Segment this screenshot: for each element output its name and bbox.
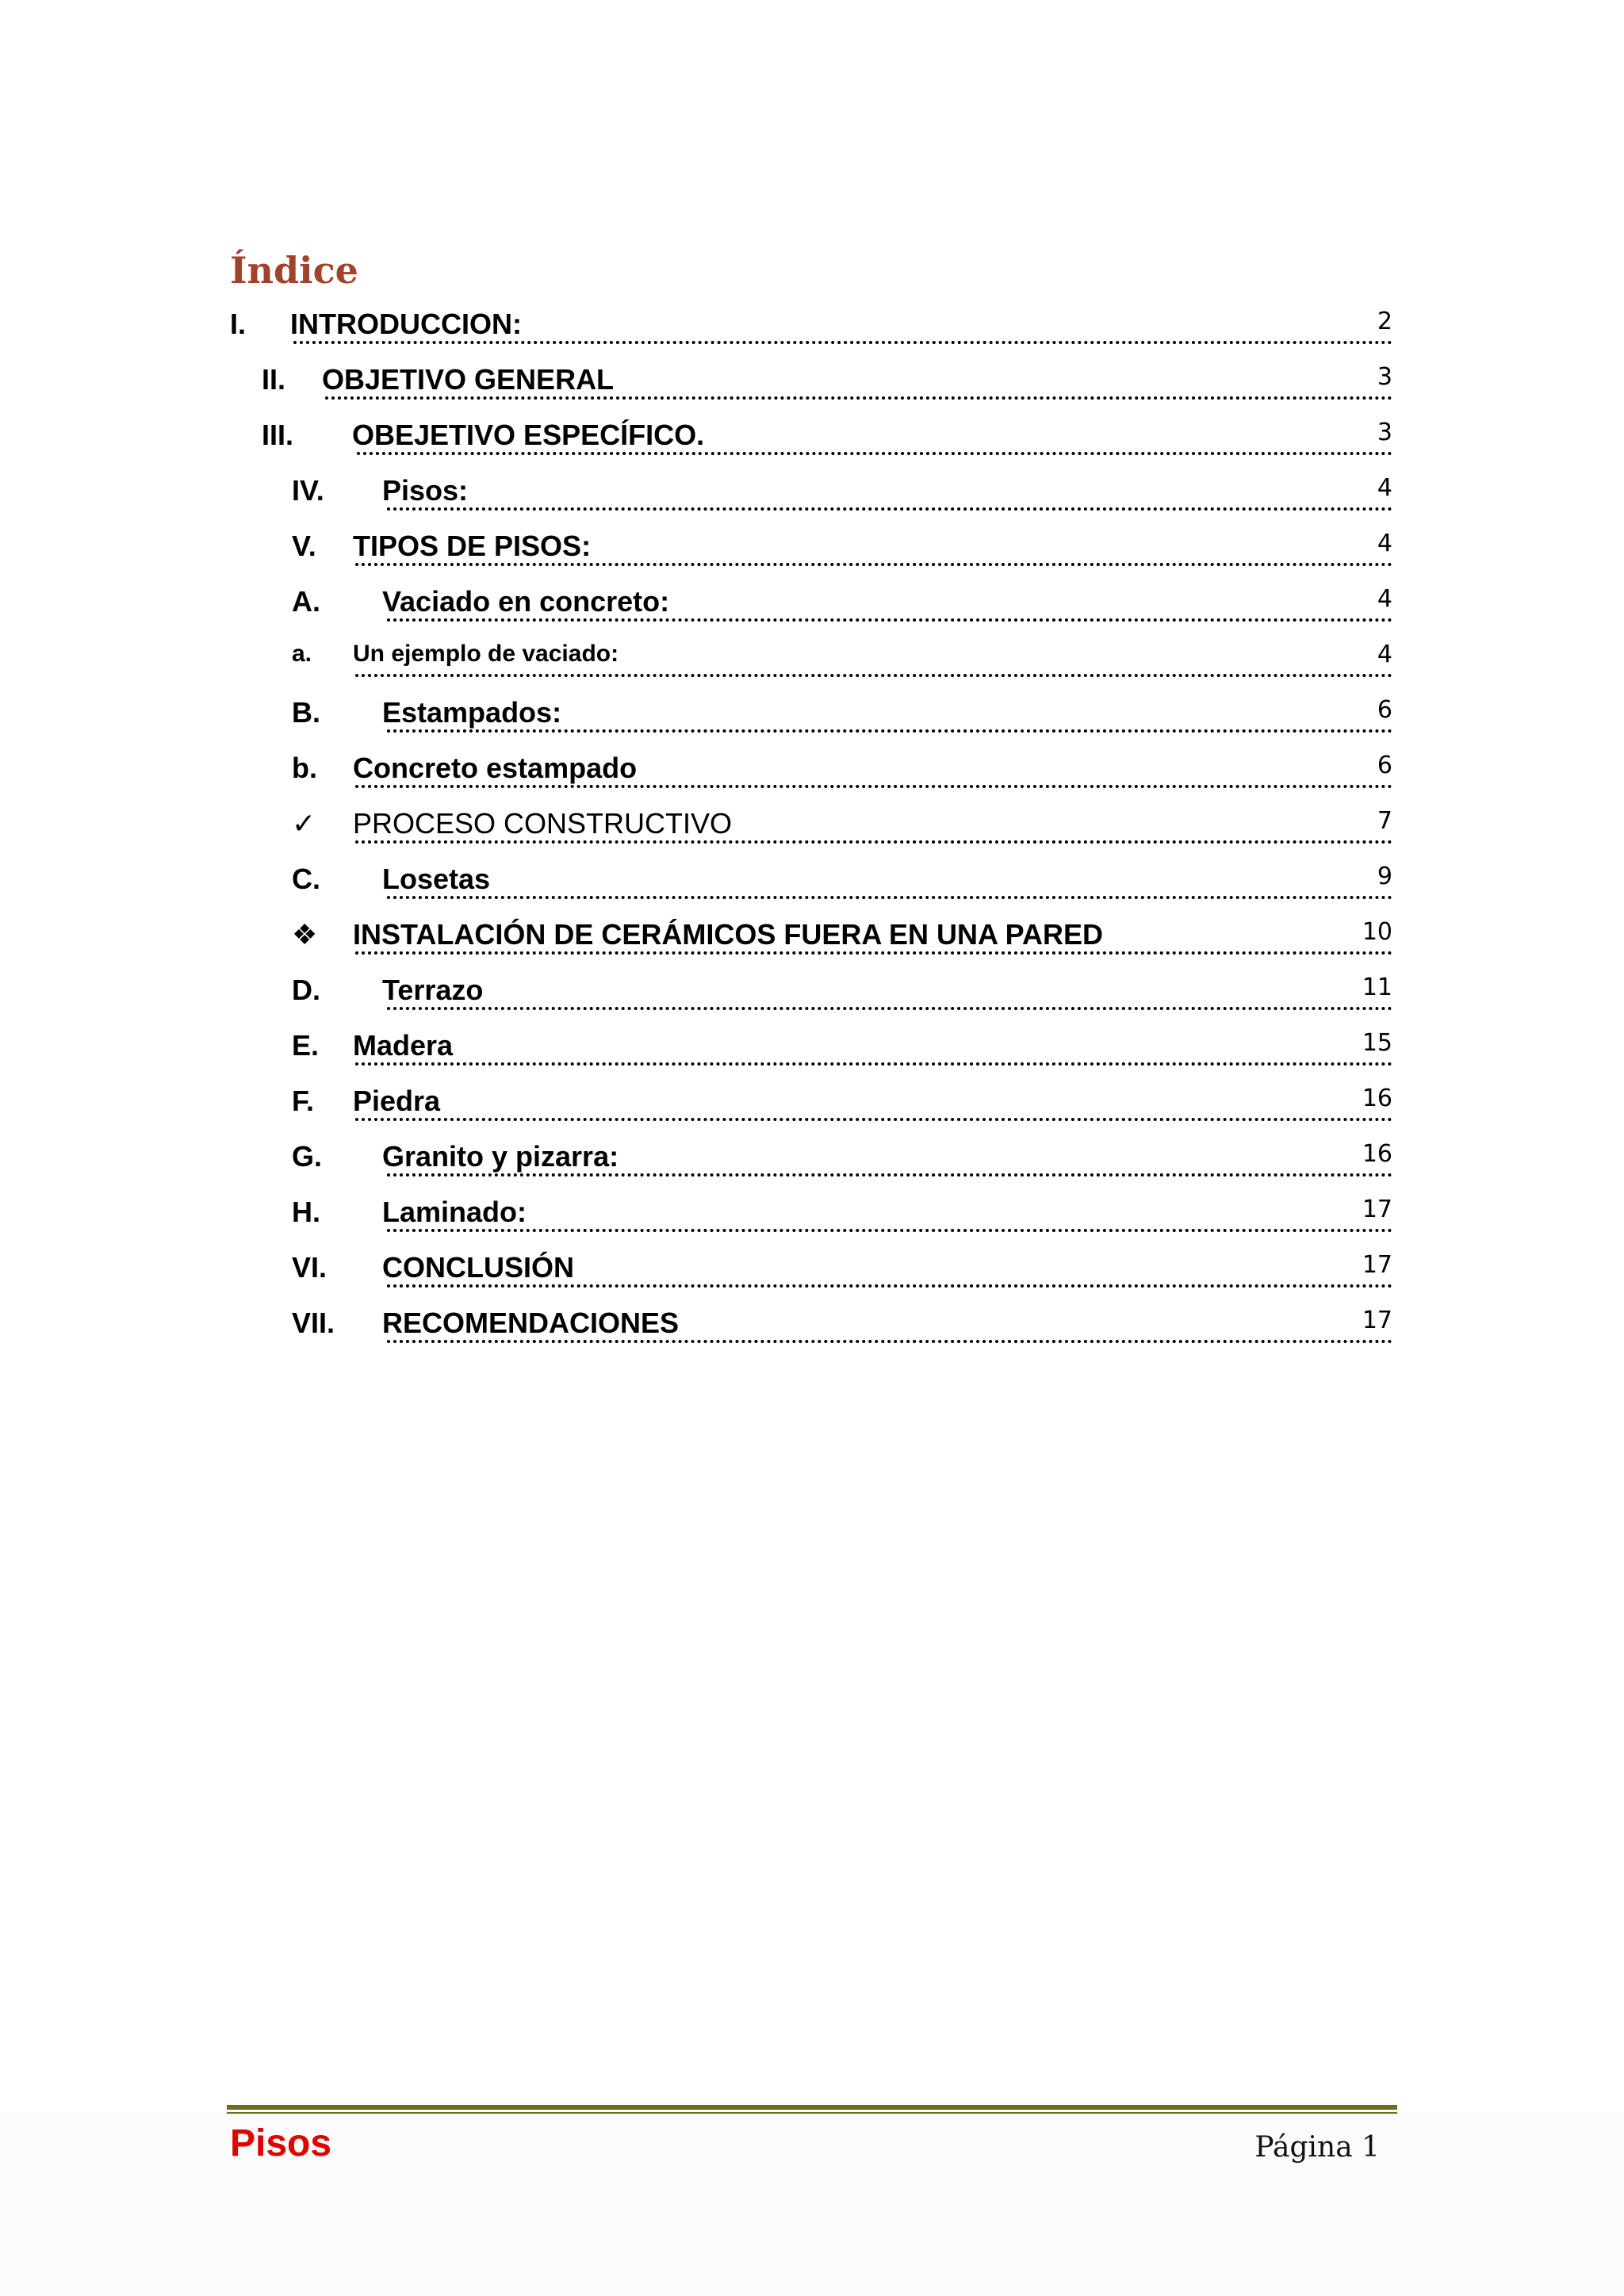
toc-entry-number: I.: [230, 308, 247, 340]
toc-entry-label: TIPOS DE PISOS:: [353, 530, 596, 563]
toc-entry-page: 10: [1358, 918, 1392, 946]
toc-entry-label: Un ejemplo de vaciado:: [353, 641, 623, 668]
toc-entry-label: INTRODUCCION:: [290, 308, 527, 341]
toc-entry-conclusion[interactable]: [292, 1251, 1392, 1299]
toc-entry-introduccion[interactable]: [230, 308, 1392, 355]
toc-entry-page: 7: [1373, 807, 1392, 835]
toc-entry-page: 4: [1373, 585, 1392, 613]
toc-entry-label: OBEJETIVO ESPECÍFICO.: [352, 419, 709, 452]
toc-entry-number: G.: [292, 1140, 323, 1173]
toc-entry-number: III.: [262, 419, 294, 451]
toc-entry-estampados[interactable]: [292, 696, 1392, 744]
toc-entry-number: a.: [292, 641, 312, 667]
toc-entry-page: 9: [1373, 863, 1392, 890]
toc-entry-number: E.: [292, 1029, 320, 1062]
toc-entry-instalacion-de-ceramicos[interactable]: [292, 918, 1392, 966]
toc-entry-page: 17: [1358, 1251, 1392, 1279]
toc-entry-label: Pisos:: [382, 474, 473, 507]
toc-dot-leader: [387, 1004, 1392, 1010]
toc-entry-page: 4: [1373, 474, 1392, 502]
toc-entry-recomendaciones[interactable]: [292, 1307, 1392, 1354]
toc-entry-madera[interactable]: [292, 1029, 1392, 1077]
footer-document-title: Pisos: [230, 2122, 332, 2164]
toc-entry-laminado[interactable]: [292, 1196, 1392, 1243]
toc-entry-page: 6: [1373, 696, 1392, 724]
toc-entry-number: V.: [292, 530, 316, 562]
toc-entry-un-ejemplo-de-vaciado[interactable]: [292, 641, 1392, 688]
toc-entry-objetivo-general[interactable]: [262, 363, 1392, 411]
toc-entry-label: Estampados:: [382, 696, 566, 729]
toc-entry-number: A.: [292, 585, 320, 618]
toc-entry-concreto-estampado[interactable]: [292, 752, 1392, 799]
toc-entry-page: 3: [1373, 363, 1392, 391]
toc-entry-label: Vaciado en concreto:: [382, 585, 674, 618]
diamond-bullet-icon: ❖: [292, 918, 318, 951]
toc-entry-piedra[interactable]: [292, 1085, 1392, 1132]
toc-entry-granito-y-pizarra[interactable]: [292, 1140, 1392, 1188]
toc-entry-number: VI.: [292, 1251, 327, 1284]
toc-entry-tipos-de-pisos[interactable]: [292, 530, 1392, 577]
toc-entry-pisos[interactable]: [292, 474, 1392, 522]
toc-title: Índice: [230, 249, 358, 292]
toc-entry-number: VII.: [292, 1307, 335, 1339]
toc-entry-label: Losetas: [382, 863, 495, 896]
toc-entry-label: Laminado:: [382, 1196, 531, 1229]
toc-entry-label: RECOMENDACIONES: [382, 1307, 684, 1340]
toc-entry-label: CONCLUSIÓN: [382, 1251, 579, 1284]
toc-entry-page: 17: [1358, 1196, 1392, 1223]
toc-dot-leader: [387, 1226, 1392, 1232]
footer-rule-thin: [227, 2112, 1397, 2114]
toc-entry-label: Granito y pizarra:: [382, 1140, 623, 1173]
toc-entry-label: Madera: [353, 1029, 458, 1062]
toc-entry-losetas[interactable]: [292, 863, 1392, 910]
toc-entry-page: 6: [1373, 752, 1392, 779]
toc-entry-label: PROCESO CONSTRUCTIVO: [353, 807, 737, 840]
toc-entry-objetivo-especifico[interactable]: [262, 419, 1392, 466]
toc-entry-number: H.: [292, 1196, 320, 1228]
toc-entry-proceso-constructivo[interactable]: [292, 807, 1392, 855]
toc-entry-page: 16: [1358, 1085, 1392, 1112]
toc-entry-page: 3: [1373, 419, 1392, 446]
toc-dot-leader: [355, 1115, 1392, 1121]
toc-entry-page: 4: [1373, 530, 1392, 557]
toc-entry-number: F.: [292, 1085, 315, 1117]
toc-entry-number: C.: [292, 863, 320, 895]
toc-entry-label: Piedra: [353, 1085, 445, 1118]
checkmark-icon: ✓: [292, 807, 316, 840]
toc-entry-label: INSTALACIÓN DE CERÁMICOS FUERA EN UNA PARED: [353, 918, 1108, 951]
toc-dot-leader: [387, 504, 1392, 511]
toc-entry-page: 11: [1358, 974, 1392, 1001]
toc-entry-page: 17: [1358, 1307, 1392, 1334]
toc-entry-page: 2: [1373, 308, 1392, 335]
toc-entry-number: D.: [292, 974, 320, 1006]
toc-entry-number: IV.: [292, 474, 324, 507]
toc-entry-page: 16: [1358, 1140, 1392, 1168]
toc-entry-label: Concreto estampado: [353, 752, 642, 785]
toc-entry-number: B.: [292, 696, 320, 729]
footer-page-number: Página 1: [1254, 2131, 1380, 2164]
toc-entry-page: 4: [1373, 641, 1392, 668]
toc-entry-vaciado-en-concreto[interactable]: [292, 585, 1392, 633]
toc-entry-number: b.: [292, 752, 317, 784]
toc-dot-leader: [355, 1059, 1392, 1066]
toc-dot-leader: [355, 671, 1392, 677]
toc-entry-label: OBJETIVO GENERAL: [322, 363, 619, 396]
toc-dot-leader: [387, 893, 1392, 899]
toc-entry-terrazo[interactable]: [292, 974, 1392, 1021]
footer-rule: [227, 2105, 1397, 2110]
toc-entry-label: Terrazo: [382, 974, 488, 1007]
toc-entry-number: II.: [262, 363, 286, 396]
toc-entry-page: 15: [1358, 1029, 1392, 1057]
